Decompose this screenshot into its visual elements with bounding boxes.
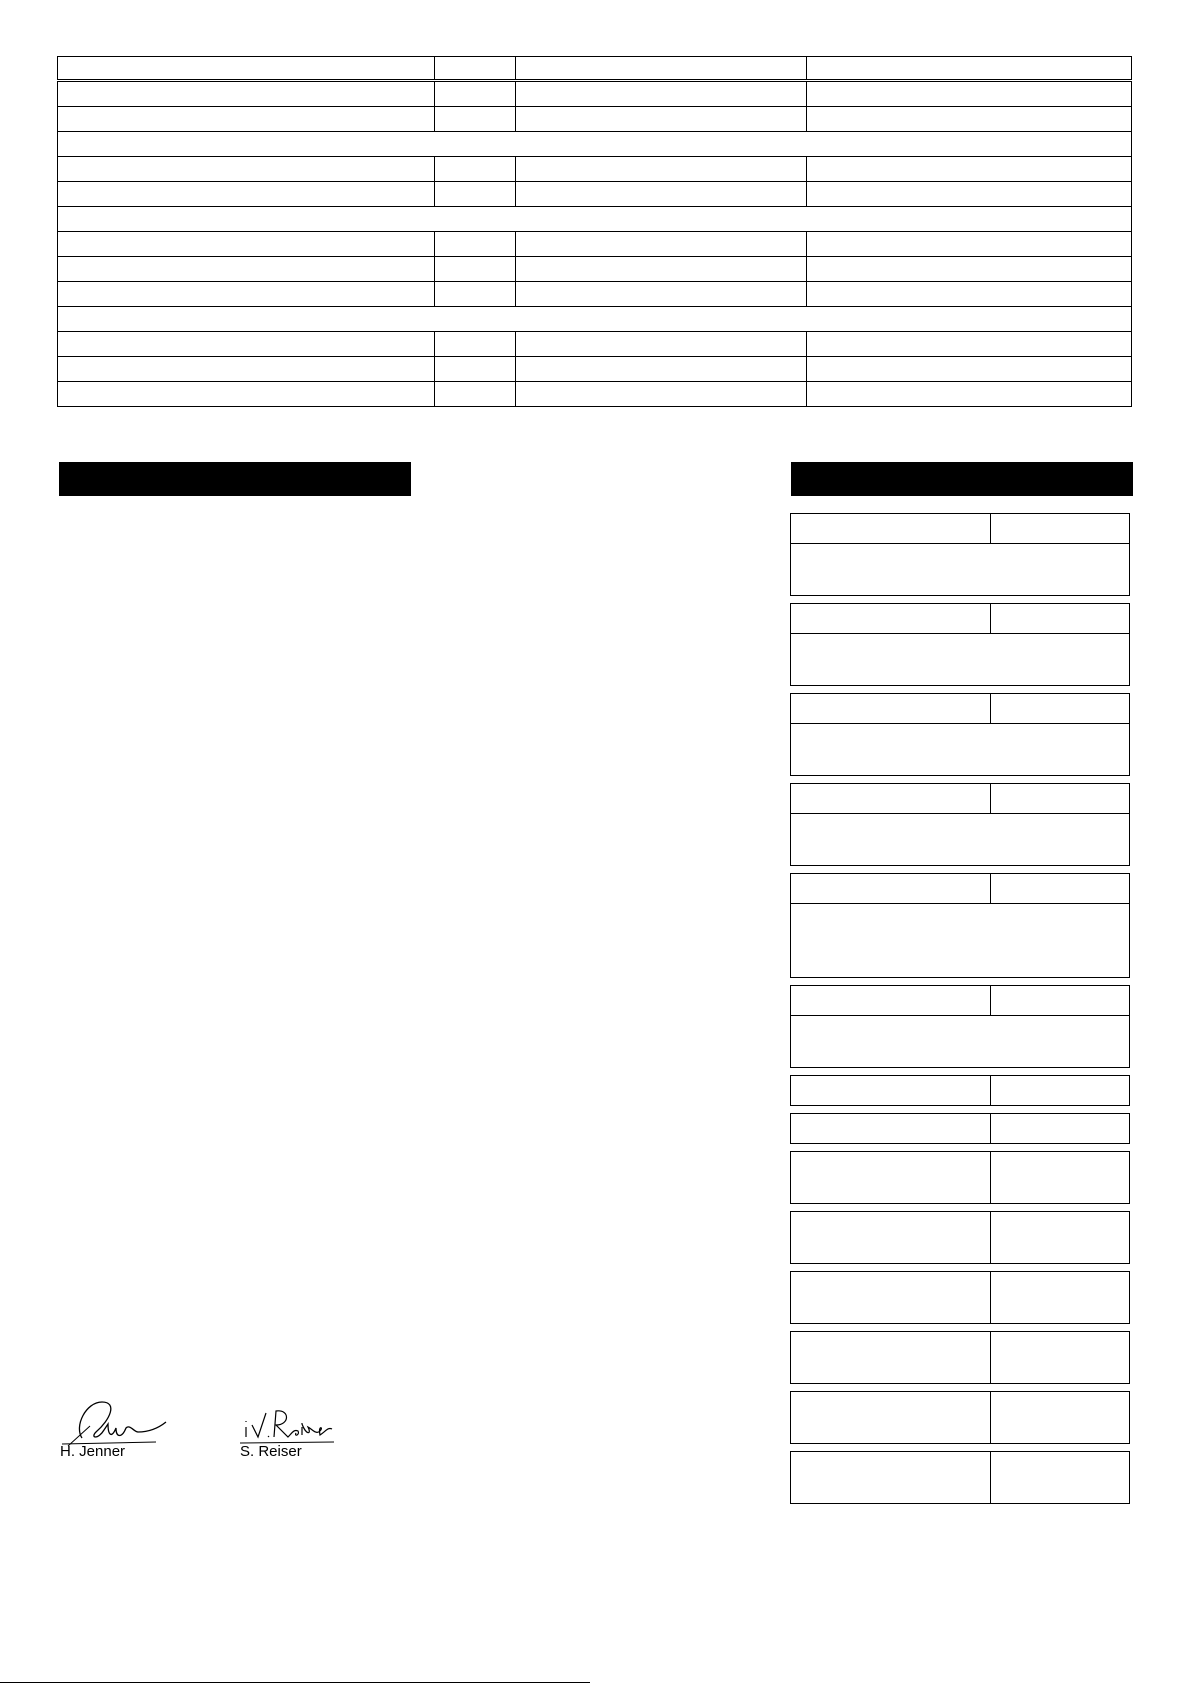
summary-table — [57, 56, 1132, 407]
info-row — [790, 1075, 1130, 1106]
info-box — [790, 693, 1130, 776]
table-cell — [435, 57, 516, 81]
info-row — [790, 1451, 1130, 1504]
table-cell — [516, 57, 807, 81]
table-section-row — [58, 132, 1132, 157]
info-box — [790, 603, 1130, 686]
info-row — [790, 1331, 1130, 1384]
table-row — [58, 357, 1132, 382]
signatory-name-left: H. Jenner — [60, 1443, 126, 1460]
signatory-name-right: S. Reiser — [240, 1443, 302, 1460]
table-row — [58, 157, 1132, 182]
info-row — [790, 1113, 1130, 1144]
table-row — [58, 81, 1132, 107]
info-row — [790, 1391, 1130, 1444]
info-box — [790, 513, 1130, 596]
table-row — [58, 282, 1132, 307]
table-cell — [807, 57, 1132, 81]
table-row — [58, 107, 1132, 132]
info-row — [790, 1271, 1130, 1324]
left-section-header-bar — [59, 462, 411, 496]
info-row — [790, 1211, 1130, 1264]
info-box — [790, 873, 1130, 978]
right-section-header-bar — [791, 462, 1133, 496]
table-cell — [58, 57, 435, 81]
signature-jenner — [60, 1396, 190, 1448]
table-row — [58, 182, 1132, 207]
table-header-row — [58, 57, 1132, 81]
table-row — [58, 382, 1132, 407]
table-row — [58, 332, 1132, 357]
info-box — [790, 783, 1130, 866]
info-row — [790, 1151, 1130, 1204]
table-row — [58, 257, 1132, 282]
signature-reiser — [238, 1405, 338, 1447]
table-section-row — [58, 307, 1132, 332]
table-row — [58, 232, 1132, 257]
footer-rule — [0, 1682, 590, 1683]
table-section-row — [58, 207, 1132, 232]
info-box — [790, 985, 1130, 1068]
